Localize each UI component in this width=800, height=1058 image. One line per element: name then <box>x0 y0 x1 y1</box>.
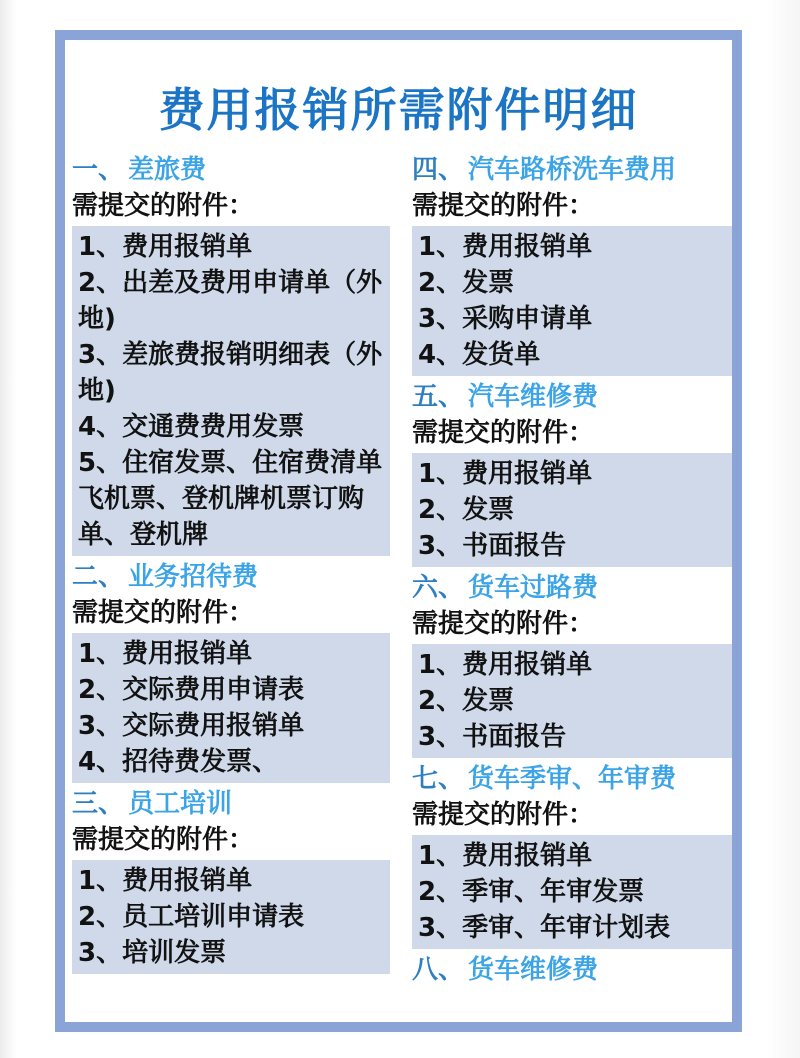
items-group <box>412 226 732 376</box>
list-item: 1、费用报销单 <box>418 458 593 489</box>
section-number: 二、 <box>72 561 125 592</box>
list-item: 5、住宿发票、住宿费清单飞机票、登机牌机票订购单、登机牌 <box>78 447 383 550</box>
attachments-label: 需提交的附件： <box>412 417 595 448</box>
items-group <box>412 453 732 567</box>
section-name: 汽车路桥洗车费用 <box>468 154 677 185</box>
section-number: 六、 <box>412 572 465 603</box>
list-item: 1、费用报销单 <box>418 649 593 680</box>
list-item: 2、发票 <box>418 267 515 298</box>
attachments-label: 需提交的附件： <box>72 824 255 855</box>
section-heading <box>412 152 732 188</box>
section-name: 货车季审、年审费 <box>468 763 677 794</box>
section-name: 货车过路费 <box>468 572 599 603</box>
attachments-label: 需提交的附件： <box>412 608 595 639</box>
list-item: 3、培训发票 <box>78 937 227 968</box>
attachments-label: 需提交的附件： <box>72 190 255 221</box>
page-title: 费用报销所需附件明细 <box>158 83 639 137</box>
section-heading <box>412 761 732 797</box>
list-item: 3、季审、年审计划表 <box>418 912 671 943</box>
list-item: 4、交通费费用发票 <box>78 411 305 442</box>
section-heading <box>412 952 732 988</box>
list-item: 3、交际费用报销单 <box>78 710 305 741</box>
section-heading <box>72 152 390 188</box>
section-number: 七、 <box>412 763 465 794</box>
list-item: 3、采购申请单 <box>418 303 593 334</box>
list-item: 4、发货单 <box>418 339 541 370</box>
list-item: 2、发票 <box>418 494 515 525</box>
list-item: 4、招待费发票、 <box>78 746 279 777</box>
section-number: 一、 <box>72 154 125 185</box>
section-number: 四、 <box>412 154 465 185</box>
attachments-label: 需提交的附件： <box>412 799 595 830</box>
list-item: 2、交际费用申请表 <box>78 674 305 705</box>
section-name: 汽车维修费 <box>468 381 599 412</box>
section-heading <box>72 786 390 822</box>
section-name: 货车维修费 <box>468 954 599 985</box>
section-name: 业务招待费 <box>128 561 259 592</box>
list-item: 2、季审、年审发票 <box>418 876 645 907</box>
list-item: 1、费用报销单 <box>78 638 253 669</box>
section-number: 八、 <box>412 954 465 985</box>
attachments-label: 需提交的附件： <box>412 190 595 221</box>
section-number: 五、 <box>412 381 465 412</box>
list-item: 3、书面报告 <box>418 530 567 561</box>
list-item: 1、费用报销单 <box>418 840 593 871</box>
list-item: 3、差旅费报销明细表（外地) <box>78 339 383 406</box>
list-item: 1、费用报销单 <box>78 231 253 262</box>
list-item: 1、费用报销单 <box>78 865 253 896</box>
list-item: 3、书面报告 <box>418 721 567 752</box>
column-right <box>412 150 732 988</box>
section-name: 差旅费 <box>128 154 207 185</box>
items-group <box>412 644 732 758</box>
section-heading <box>412 379 732 415</box>
section-heading <box>412 570 732 606</box>
items-group <box>72 226 390 556</box>
list-item: 2、员工培训申请表 <box>78 901 305 932</box>
list-item: 2、出差及费用申请单（外地) <box>78 267 383 334</box>
attachments-label: 需提交的附件： <box>72 597 255 628</box>
column-left <box>72 150 390 988</box>
items-group <box>72 633 390 783</box>
list-item: 2、发票 <box>418 685 515 716</box>
columns-container <box>65 150 732 988</box>
section-number: 三、 <box>72 788 125 819</box>
poster-frame <box>55 30 742 1032</box>
items-group <box>72 860 390 974</box>
list-item: 1、费用报销单 <box>418 231 593 262</box>
items-group <box>412 835 732 949</box>
section-name: 员工培训 <box>128 788 233 819</box>
section-heading <box>72 559 390 595</box>
